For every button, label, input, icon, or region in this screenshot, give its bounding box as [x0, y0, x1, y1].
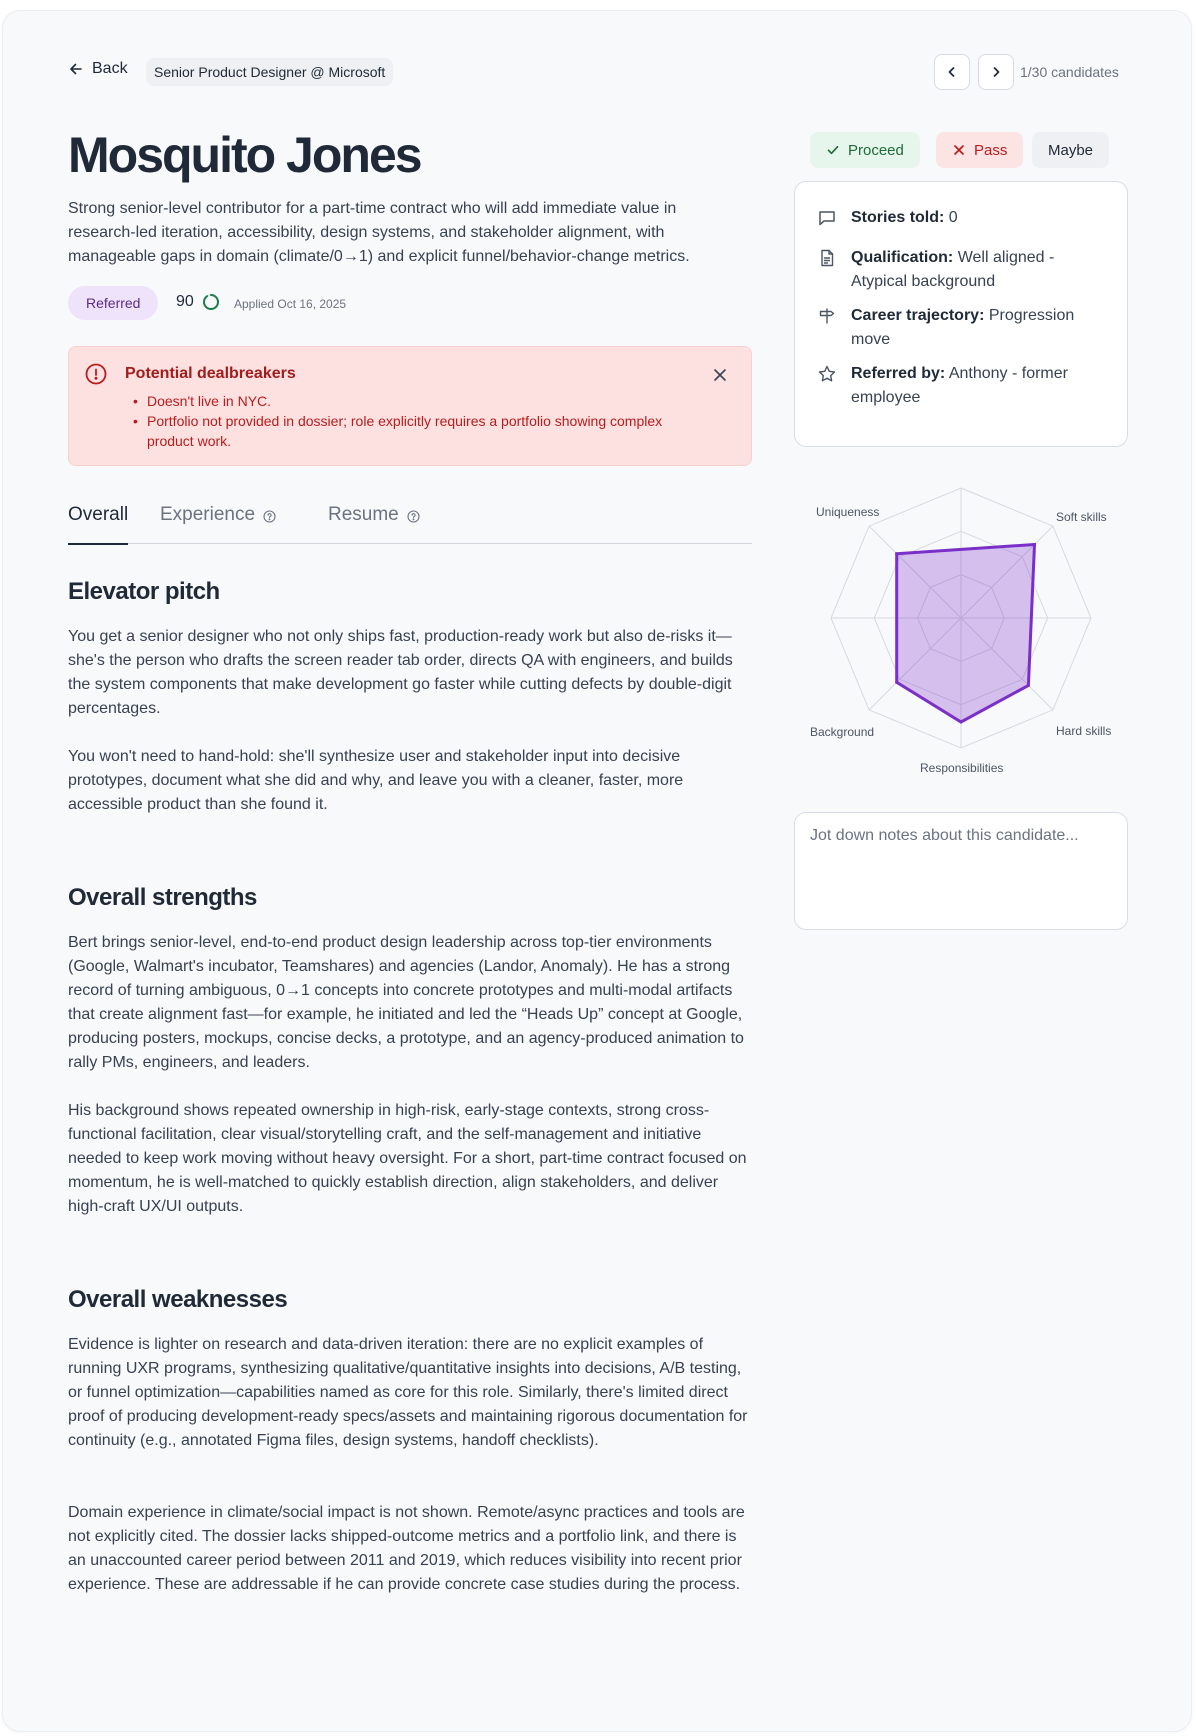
chevron-left-icon: [945, 65, 959, 79]
x-icon: [952, 143, 966, 157]
section-paragraph: Bert brings senior-level, end-to-end product design leadership across top-tier environments (Google, Walmart's incubator, Teamshares) and agencies (Landor, Anomaly). He has a strong record of turning ambiguous, 0→1 concepts into concrete prototypes and multi-modal artifacts that create alignment fast—for example, he initiated and led the “Heads Up” concept at Google, producing posters, mockups, concise decks, a prototype, and an agency-produced animation to rally PMs, engineers, and leaders.: [68, 934, 744, 1071]
help-circle-icon: [263, 510, 276, 523]
score-ring-icon: [202, 293, 220, 311]
section-paragraph: You won't need to hand-hold: she'll synthesize user and stakeholder input into decisive prototypes, document what she did and why, and leave you with a cleaner, faster, more accessible product than she found it.: [68, 748, 684, 813]
candidate-counter: 1/30 candidates: [1020, 64, 1119, 80]
star-icon: [817, 364, 837, 384]
radar-label-uniqueness: Uniqueness: [816, 505, 880, 519]
tab-overall[interactable]: [68, 504, 128, 545]
section-title: Overall strengths: [68, 884, 257, 911]
score: [176, 293, 220, 311]
chevron-right-icon: [989, 65, 1003, 79]
radar-data-point: [895, 552, 898, 555]
radar-label-hard-skills: Hard skills: [1056, 724, 1112, 738]
radar-label-soft-skills: Soft skills: [1056, 510, 1107, 524]
next-candidate-button[interactable]: [978, 54, 1014, 90]
section-paragraph: Domain experience in climate/social impact is not shown. Remote/async practices and tools are not explicitly cited. The dossier lacks shipped-outcome metrics and a portfolio link, and there is an unaccounted career period between 2011 and 2019, which reduces visibility into recent prior experience. These are addressable if he can provide concrete case studies during the process.: [68, 1504, 745, 1593]
tab-resume[interactable]: [328, 504, 420, 544]
candidate-name: Mosquito Jones: [68, 127, 421, 183]
proceed-button[interactable]: [810, 132, 920, 168]
pass-button[interactable]: [936, 132, 1023, 168]
detail-tabs: [68, 504, 752, 544]
candidate-info-card: [794, 181, 1128, 447]
info-qualification: [817, 246, 1107, 294]
radar-label-background: Background: [810, 725, 875, 739]
alert-circle-icon: [85, 363, 107, 385]
maybe-button[interactable]: [1032, 132, 1109, 168]
info-trajectory: [817, 304, 1107, 352]
radar-data-point: [960, 721, 963, 724]
info-value: Anthony - former employee: [851, 365, 1068, 406]
info-value: Progression move: [851, 307, 1075, 348]
tab-label: Overall: [68, 504, 129, 525]
info-label: Referred by:: [851, 365, 946, 382]
tab-label: Resume: [328, 504, 399, 525]
radar-data-point: [1033, 543, 1036, 546]
skills-radar-chart: [794, 478, 1128, 784]
referred-badge: Referred: [68, 286, 158, 320]
back-button[interactable]: [68, 60, 128, 78]
candidate-summary: Strong senior-level contributor for a part-time contract who will add immediate value in research-led iteration, accessibility, design systems, and stakeholder alignment, with manageable gaps in domain (climate/0→1) and explicit funnel/behavior-change metrics.: [68, 200, 690, 265]
help-circle-icon: [407, 510, 420, 523]
alert-title: Potential dealbreakers: [125, 365, 296, 382]
tab-experience[interactable]: [160, 504, 276, 544]
dealbreaker-item: • Doesn't live in NYC.: [133, 391, 693, 411]
message-square-icon: [817, 208, 837, 228]
check-icon: [826, 143, 840, 157]
section-paragraph: His background shows repeated ownership in high-risk, early-stage contexts, strong cross-functional facilitation, clear visual/storytelling craft, and the self-management and initiative needed to keep work moving without heavy oversight. For a short, part-time contract focused on momentum, he is well-matched to quickly establish direction, align stakeholders, and deliver high-craft UX/UI outputs.: [68, 1102, 747, 1215]
info-label: Qualification:: [851, 249, 954, 266]
file-text-icon: [817, 248, 837, 268]
section-title: Elevator pitch: [68, 578, 220, 605]
arrow-left-icon: [68, 61, 84, 77]
section-paragraph: You get a senior designer who not only ships fast, production-ready work but also de-risks it—she's the person who drafts the screen reader tab order, directs QA with engineers, and builds the system components that make development go faster while cutting defects by double-digit percentages.: [68, 628, 733, 717]
radar-data-point: [895, 681, 898, 684]
radar-label-responsibilities: Responsibilities: [920, 761, 1004, 775]
close-icon[interactable]: [712, 367, 728, 383]
info-referred: [817, 362, 1107, 410]
section-paragraph: Evidence is lighter on research and data-driven iteration: there are no explicit examples of running UXR programs, synthesizing qualitative/quantitative insights into decisions, A/B testing, or funnel optimization—capabilities named as core for this role. Similarly, there's limited direct proof of producing development-ready specs/assets and maintaining rigorous documentation for continuity (e.g., annotated Figma files, design systems, handoff checklists).: [68, 1336, 748, 1449]
back-label: Back: [92, 60, 128, 77]
radar-data-point: [1027, 684, 1030, 687]
radar-data-area: [897, 545, 1035, 723]
prev-candidate-button[interactable]: [934, 54, 970, 90]
signpost-icon: [817, 306, 837, 326]
score-value: 90: [176, 293, 194, 310]
notes-input[interactable]: [794, 812, 1128, 930]
info-label: Career trajectory:: [851, 307, 985, 324]
info-stories: [817, 206, 1107, 230]
applied-date: Applied Oct 16, 2025: [234, 297, 347, 311]
info-value: Well aligned - Atypical background: [851, 249, 1055, 290]
job-title-pill: Senior Product Designer @ Microsoft: [146, 58, 393, 86]
tab-label: Experience: [160, 504, 256, 525]
dealbreakers-alert: [68, 346, 752, 466]
section-title: Overall weaknesses: [68, 1286, 288, 1313]
pass-label: Pass: [974, 141, 1008, 159]
proceed-label: Proceed: [848, 141, 904, 159]
info-label: Stories told:: [851, 209, 945, 226]
maybe-label: Maybe: [1048, 141, 1094, 159]
info-value: 0: [948, 209, 958, 226]
dealbreaker-item: • Portfolio not provided in dossier; role explicitly requires a portfolio showing complex product work.: [133, 411, 693, 451]
dealbreakers-list: [133, 391, 693, 451]
